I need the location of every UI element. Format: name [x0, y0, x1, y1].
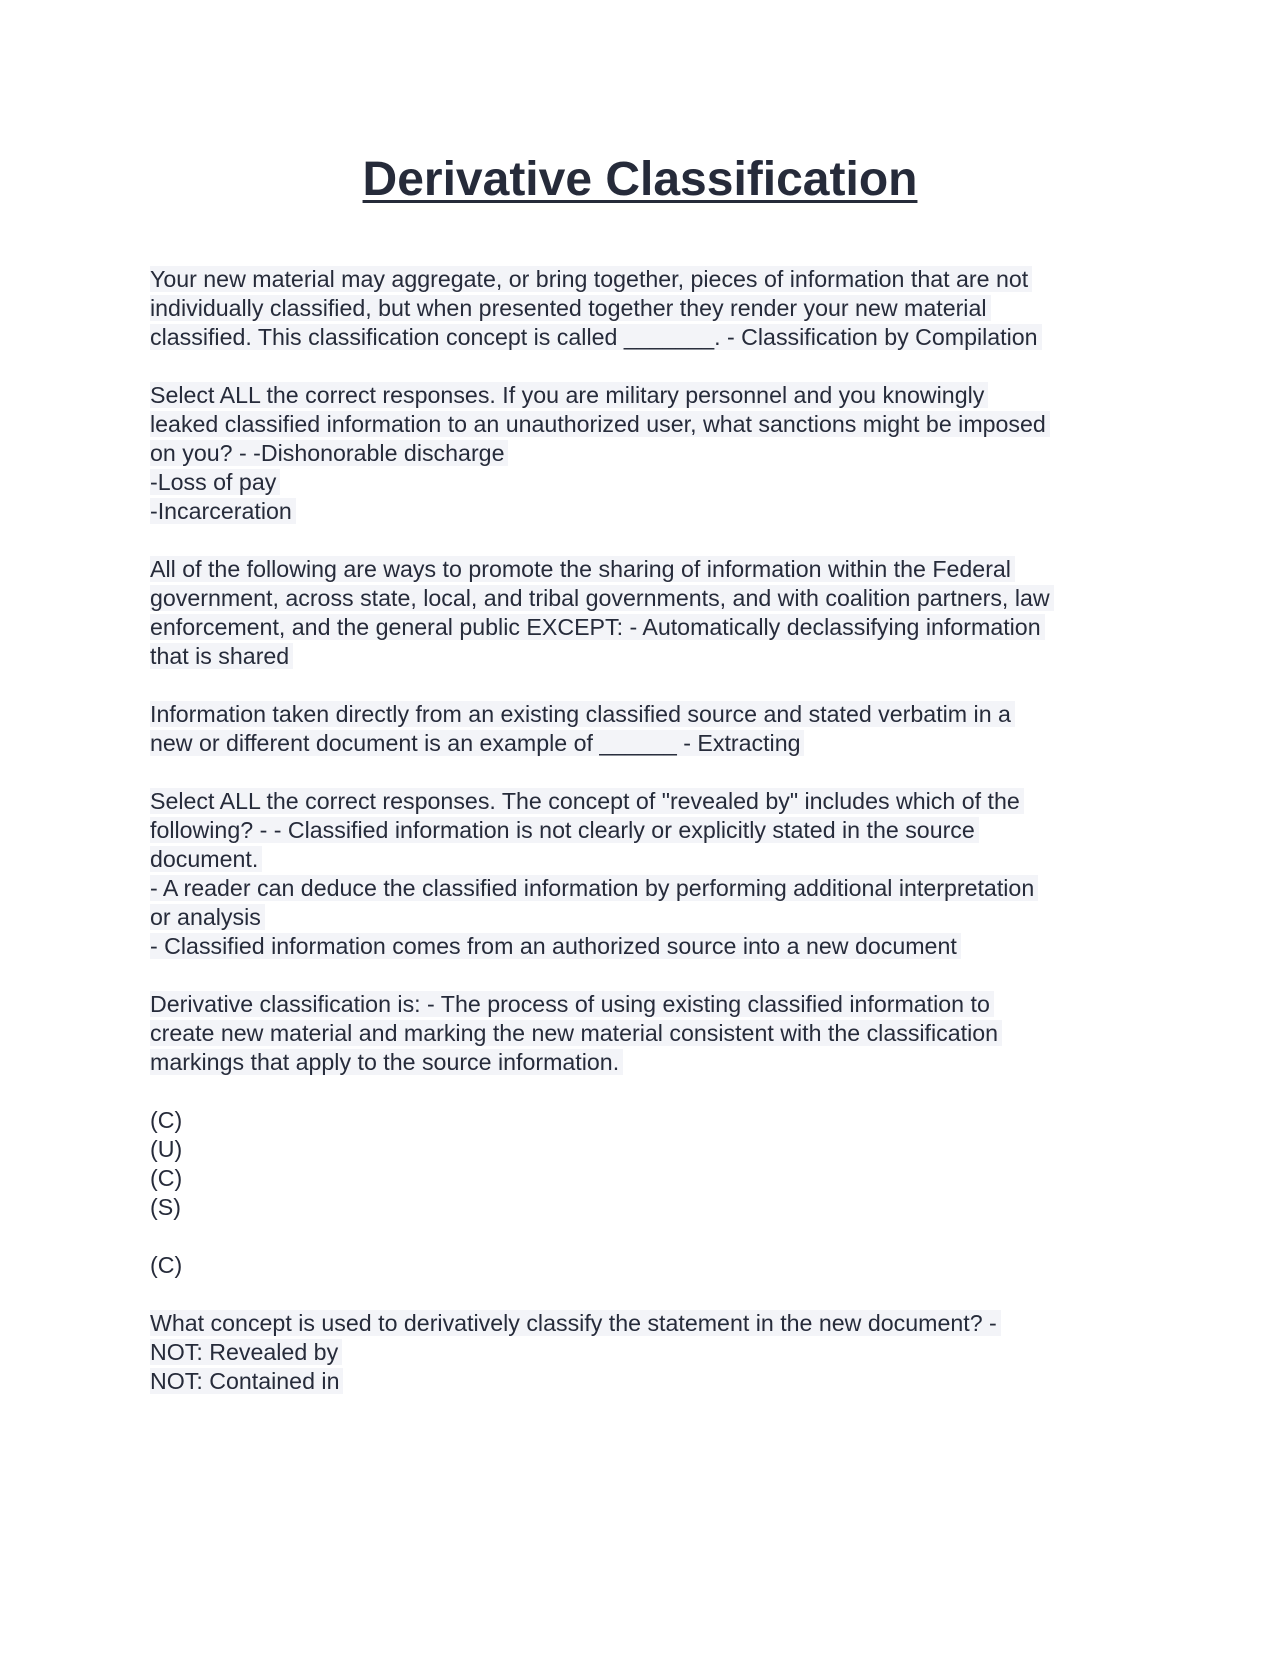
text-line: Derivative classification is: - The process of using existing classified information to: [150, 990, 1140, 1019]
text-line: What concept is used to derivatively classify the statement in the new document? -: [150, 1309, 1140, 1338]
text-line: create new material and marking the new material consistent with the classification: [150, 1019, 1140, 1048]
qa-item-definition: [150, 990, 1140, 1077]
portion-marking: (S): [150, 1194, 181, 1220]
text-line: Information taken directly from an existing classified source and stated verbatim in a: [150, 700, 1140, 729]
text-line: new or different document is an example of ______ - Extracting: [150, 729, 1140, 758]
text-line: - A reader can deduce the classified information by performing additional interpretation: [150, 874, 1140, 903]
portion-marking: (C): [150, 1165, 183, 1191]
portion-markings-group: [150, 1106, 1140, 1222]
text-line: document.: [150, 845, 1140, 874]
portion-marking: (C): [150, 1252, 183, 1278]
text-line: Select ALL the correct responses. The concept of "revealed by" includes which of the: [150, 787, 1140, 816]
portion-marking: (U): [150, 1136, 183, 1162]
text-line: following? - - Classified information is not clearly or explicitly stated in the source: [150, 816, 1140, 845]
qa-item-extracting: [150, 700, 1140, 758]
qa-item-sharing: [150, 555, 1140, 671]
portion-marking-single: [150, 1251, 1140, 1280]
text-line: classified. This classification concept is called _______. - Classification by Compilation: [150, 323, 1140, 352]
text-line: leaked classified information to an unauthorized user, what sanctions might be imposed: [150, 410, 1140, 439]
text-line: NOT: Contained in: [150, 1367, 1140, 1396]
qa-item-revealed-by: [150, 787, 1140, 961]
text-line: NOT: Revealed by: [150, 1338, 1140, 1367]
text-line: - Classified information comes from an authorized source into a new document: [150, 932, 1140, 961]
document-title-text: Derivative Classification: [362, 153, 918, 206]
text-line: that is shared: [150, 642, 1140, 671]
text-line: All of the following are ways to promote the sharing of information within the Federal: [150, 555, 1140, 584]
document-title: [0, 150, 1280, 210]
portion-marking: (C): [150, 1107, 183, 1133]
qa-item-compilation: [150, 265, 1140, 352]
document-body: [150, 265, 1140, 1425]
text-line: enforcement, and the general public EXCEPT: - Automatically declassifying information: [150, 613, 1140, 642]
text-line: markings that apply to the source information.: [150, 1048, 1140, 1077]
text-line: or analysis: [150, 903, 1140, 932]
text-line: -Incarceration: [150, 497, 1140, 526]
text-line: Select ALL the correct responses. If you are military personnel and you knowingly: [150, 381, 1140, 410]
text-line: Your new material may aggregate, or bring together, pieces of information that are not: [150, 265, 1140, 294]
text-line: -Loss of pay: [150, 468, 1140, 497]
text-line: on you? - -Dishonorable discharge: [150, 439, 1140, 468]
text-line: government, across state, local, and tribal governments, and with coalition partners, law: [150, 584, 1140, 613]
qa-item-concept: [150, 1309, 1140, 1396]
text-line: individually classified, but when presented together they render your new material: [150, 294, 1140, 323]
qa-item-sanctions: [150, 381, 1140, 526]
